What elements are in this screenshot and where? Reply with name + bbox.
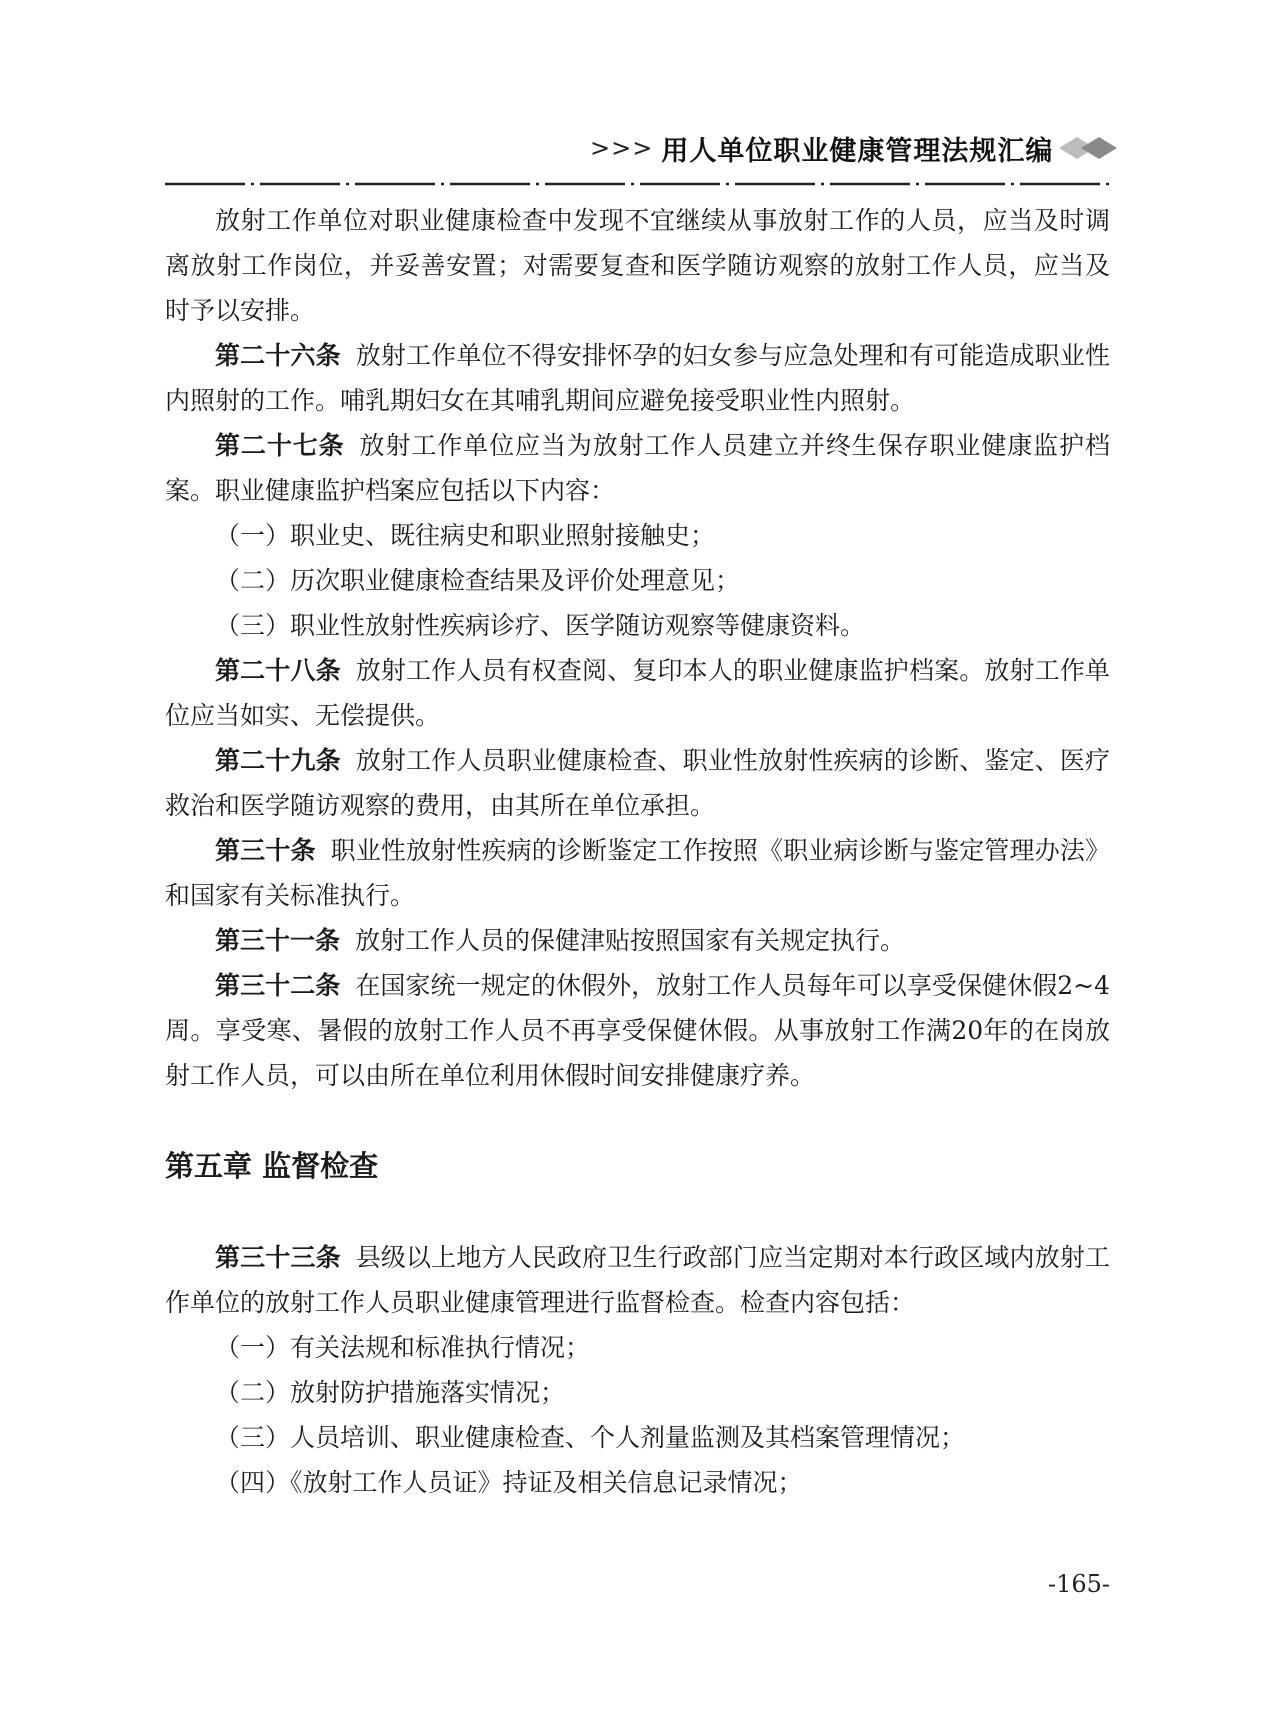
- paragraph-text: （三）人员培训、职业健康检查、个人剂量监测及其档案管理情况；: [215, 1423, 966, 1452]
- page-number: -165-: [1047, 1570, 1110, 1598]
- paragraph-text: 职业性放射性疾病的诊断鉴定工作按照《职业病诊断与鉴定管理办法》和国家有关标准执行。: [165, 836, 1110, 910]
- paragraph: [165, 1325, 1110, 1370]
- paragraph: [165, 603, 1110, 648]
- section-chapter-five: [165, 1235, 1110, 1505]
- paragraph-text: 放射工作人员有权查阅、复印本人的职业健康监护档案。放射工作单位应当如实、无偿提供。: [165, 656, 1110, 730]
- article-number: 第二十九条: [215, 746, 341, 775]
- paragraph: [165, 198, 1110, 333]
- paragraph-text: （四）《放射工作人员证》持证及相关信息记录情况；: [215, 1468, 803, 1497]
- article-number: 第二十八条: [215, 656, 341, 685]
- paragraph-text: 放射工作单位不得安排怀孕的妇女参与应急处理和有可能造成职业性内照射的工作。哺乳期妇女在其哺乳期间应避免接受职业性内照射。: [165, 341, 1110, 415]
- paragraph-text: 县级以上地方人民政府卫生行政部门应当定期对本行政区域内放射工作单位的放射工作人员职业健康管理进行监督检查。检查内容包括：: [165, 1243, 1110, 1317]
- paragraph: [165, 1460, 1110, 1505]
- article-number: 第三十二条: [215, 971, 341, 1000]
- paragraph: [165, 423, 1110, 513]
- running-header: [590, 128, 1125, 168]
- paragraph-text: 放射工作人员的保健津贴按照国家有关规定执行。: [355, 926, 906, 955]
- header-arrows: >>>: [590, 134, 654, 162]
- article-number: 第三十条: [215, 836, 316, 865]
- paragraph-text: 放射工作单位对职业健康检查中发现不宜继续从事放射工作的人员，应当及时调离放射工作岗位，并妥善安置；对需要复查和医学随访观察的放射工作人员，应当及时予以安排。: [165, 206, 1110, 325]
- chapter-title: 第五章 监督检查: [165, 1149, 379, 1183]
- paragraph-text: （三）职业性放射性疾病诊疗、医学随访观察等健康资料。: [215, 611, 866, 640]
- header-rule: [165, 180, 1110, 188]
- paragraph: [165, 738, 1110, 828]
- paragraph: [165, 828, 1110, 918]
- paragraph: [165, 558, 1110, 603]
- paragraph: [165, 963, 1110, 1098]
- article-number: 第二十六条: [215, 341, 341, 370]
- paragraph: [165, 918, 1110, 963]
- paragraph: [165, 1235, 1110, 1325]
- section-articles: [165, 198, 1110, 1098]
- body-text: [165, 198, 1110, 1505]
- article-number: 第二十七条: [215, 431, 345, 460]
- paragraph-text: 在国家统一规定的休假外，放射工作人员每年可以享受保健休假2~4周。享受寒、暑假的放射工作人员不再享受保健休假。从事放射工作满20年的在岗放射工作人员，可以由所在单位利用休假时间安排健康疗养。: [165, 971, 1110, 1090]
- paragraph: [165, 513, 1110, 558]
- paragraph-text: （二）放射防护措施落实情况；: [215, 1378, 566, 1407]
- header-title: 用人单位职业健康管理法规汇编: [661, 135, 1054, 167]
- paragraph: [165, 1370, 1110, 1415]
- double-diamond-icon: [1059, 135, 1125, 161]
- paragraph-text: （二）历次职业健康检查结果及评价处理意见；: [215, 566, 741, 595]
- paragraph-text: （一）职业史、既往病史和职业照射接触史；: [215, 521, 716, 550]
- article-number: 第三十一条: [215, 926, 341, 955]
- paragraph-text: 放射工作人员职业健康检查、职业性放射性疾病的诊断、鉴定、医疗救治和医学随访观察的费用，由其所在单位承担。: [165, 746, 1110, 820]
- paragraph: [165, 648, 1110, 738]
- paragraph-text: （一）有关法规和标准执行情况；: [215, 1333, 591, 1362]
- paragraph-text: 放射工作单位应当为放射工作人员建立并终生保存职业健康监护档案。职业健康监护档案应包括以下内容：: [165, 431, 1110, 505]
- paragraph: [165, 1415, 1110, 1460]
- paragraph: [165, 333, 1110, 423]
- article-number: 第三十三条: [215, 1243, 341, 1272]
